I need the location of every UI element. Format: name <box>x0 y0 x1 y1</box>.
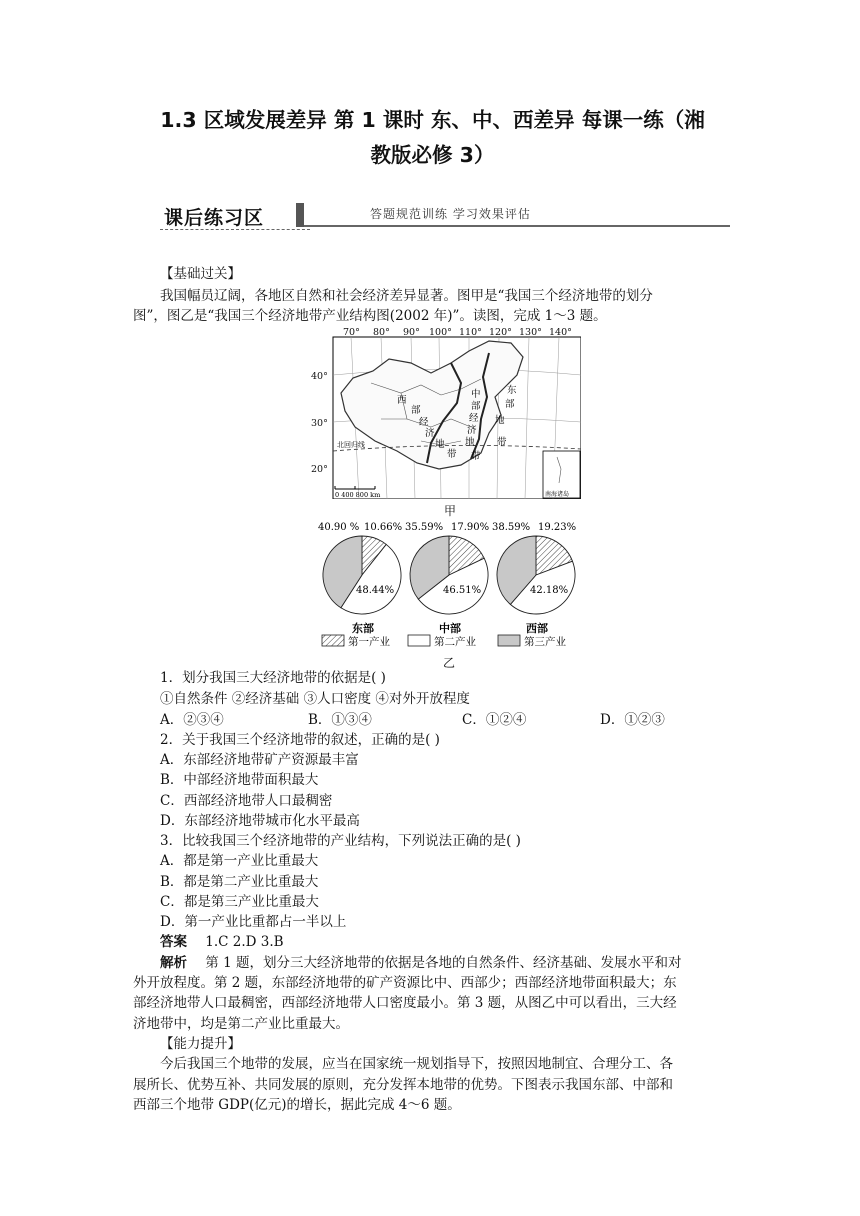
lon-label: 80° <box>373 327 390 338</box>
section-heading-advanced: 【能力提升】 <box>160 1036 241 1052</box>
pie-label-first: 19.23% <box>538 522 577 533</box>
region-label: 地 <box>465 437 475 448</box>
answer-label: 答案 <box>160 934 187 950</box>
intro-line-2: 图”，图乙是“我国三个经济地带产业结构图(2002 年)”。读图，完成 1～3 题。 <box>133 308 607 324</box>
intro-line-1: 我国幅员辽阔，各地区自然和社会经济差异显著。图甲是“我国三个经济地带的划分 <box>160 288 653 304</box>
answer-text: 1.C 2.D 3.B <box>205 934 284 950</box>
pie-label-third: 38.59% <box>492 522 531 533</box>
region-label: 经 <box>469 413 479 424</box>
q2-option-a: A．东部经济地带矿产资源最丰富 <box>160 752 359 768</box>
q2-option-b: B．中部经济地带面积最大 <box>160 772 319 788</box>
q1-items: ①自然条件 ②经济基础 ③人口密度 ④对外开放程度 <box>160 691 470 707</box>
q3-stem: 3．比较我国三个经济地带的产业结构，下列说法正确的是( ) <box>160 833 521 849</box>
region-label: 济 <box>467 425 477 436</box>
lon-label: 110° <box>459 327 482 338</box>
section2-line-2: 展所长、优势互补、共同发展的原则，充分发挥本地带的优势。下图表示我国东部、中部和 <box>133 1077 673 1093</box>
analysis-line-3: 部经济地带人口最稠密，西部经济地带人口密度最小。第 3 题，从图乙中可以看出，三大经 <box>133 995 677 1011</box>
banner-underline <box>304 225 730 227</box>
economic-zones-map <box>311 323 581 499</box>
map-caption: 甲 <box>444 504 457 518</box>
section2-line-1: 今后我国三个地带的发展，应当在国家统一规划指导下，按照因地制宜、合理分工、各 <box>160 1056 673 1072</box>
region-label: 部 <box>505 399 515 410</box>
banner-title: 课后练习区 <box>164 207 265 229</box>
q1-option-a: A．②③④ <box>160 712 224 728</box>
legend-label: 第一产业 <box>348 636 390 648</box>
pie-name: 东部 <box>352 622 374 635</box>
region-label: 地 <box>495 415 505 426</box>
pie-name: 中部 <box>439 622 461 635</box>
banner-subtitle: 答题规范训练 学习效果评估 <box>370 207 531 221</box>
title-line-1: 1.3 区域发展差异 第 1 课时 东、中、西差异 每课一练（湘 <box>160 108 705 132</box>
lon-label: 70° <box>343 327 360 338</box>
lon-label: 90° <box>403 327 420 338</box>
inset-label: 南海诸岛 <box>545 491 570 498</box>
region-label: 经 <box>419 417 429 428</box>
region-label: 部 <box>471 401 481 412</box>
legend-swatch <box>408 635 430 646</box>
region-label: 西 <box>397 395 407 406</box>
q1-option-c: C．①②④ <box>462 712 527 728</box>
analysis-label: 解析 <box>160 955 187 971</box>
pie-label-first: 10.66% <box>364 522 403 533</box>
answer-row <box>160 933 284 951</box>
region-label: 带 <box>447 449 457 460</box>
region-label: 中 <box>471 389 481 400</box>
analysis-line-1: 第 1 题，划分三大经济地带的依据是各地的自然条件、经济基础、发展水平和对 <box>205 955 682 971</box>
banner-bar <box>296 203 304 227</box>
lon-label: 120° <box>489 327 512 338</box>
legend-label: 第二产业 <box>434 636 476 648</box>
q1-stem: 1．划分我国三大经济地带的依据是( ) <box>160 670 386 686</box>
q3-option-a: A．都是第一产业比重最大 <box>160 853 319 869</box>
pie-label-third: 40.90 % <box>318 522 360 533</box>
section-heading-basic: 【基础过关】 <box>160 266 241 282</box>
lat-label: 20° <box>311 464 328 475</box>
legend-swatch <box>322 635 344 646</box>
q1-option-b: B．①③④ <box>308 712 372 728</box>
q2-option-c: C．西部经济地带人口最稠密 <box>160 793 333 809</box>
legend-label: 第三产业 <box>524 636 566 648</box>
pie-label-third: 35.59% <box>405 522 444 533</box>
legend-swatch <box>498 635 520 646</box>
section2-line-3: 西部三个地带 GDP(亿元)的增长，据此完成 4～6 题。 <box>133 1097 461 1113</box>
q3-option-d: D．第一产业比重都占一半以上 <box>160 914 347 930</box>
title-line-2: 教版必修 3） <box>370 143 495 167</box>
pie-label-second: 42.18% <box>530 585 569 596</box>
region-label: 带 <box>471 451 481 462</box>
analysis-line-4: 济地带中，均是第二产业比重最大。 <box>133 1016 349 1032</box>
region-label: 东 <box>507 385 517 396</box>
lat-label: 40° <box>311 371 328 382</box>
region-label: 带 <box>497 437 507 448</box>
lon-label: 130° <box>519 327 542 338</box>
region-label: 济 <box>425 428 435 439</box>
lat-label: 30° <box>311 418 328 429</box>
lon-label: 140° <box>549 327 572 338</box>
scale-label: 0 400 800 km <box>335 491 381 499</box>
q2-stem: 2．关于我国三个经济地带的叙述，正确的是( ) <box>160 732 440 748</box>
pie-label-second: 48.44% <box>356 585 395 596</box>
pie-label-second: 46.51% <box>443 585 482 596</box>
analysis-line-2: 外开放程度。第 2 题，东部经济地带的矿产资源比中、西部少；西部经济地带面积最大；东 <box>133 975 677 991</box>
q3-option-b: B．都是第二产业比重最大 <box>160 874 319 890</box>
section-banner <box>160 200 720 234</box>
region-label: 部 <box>411 405 421 416</box>
page-title <box>120 103 745 173</box>
region-label: 地 <box>435 439 445 450</box>
pie-label-first: 17.90% <box>451 522 490 533</box>
q2-option-d: D．东部经济地带城市化水平最高 <box>160 813 360 829</box>
q1-option-d: D．①②③ <box>600 712 665 728</box>
chart-caption: 乙 <box>443 656 456 670</box>
tropic-label: 北回归线 <box>337 441 365 449</box>
analysis-row <box>160 954 681 972</box>
industry-structure-pies <box>310 520 600 670</box>
q3-option-c: C．都是第三产业比重最大 <box>160 894 319 910</box>
lon-label: 100° <box>429 327 452 338</box>
pie-name: 西部 <box>526 622 548 635</box>
banner-dashed-line <box>160 229 310 230</box>
